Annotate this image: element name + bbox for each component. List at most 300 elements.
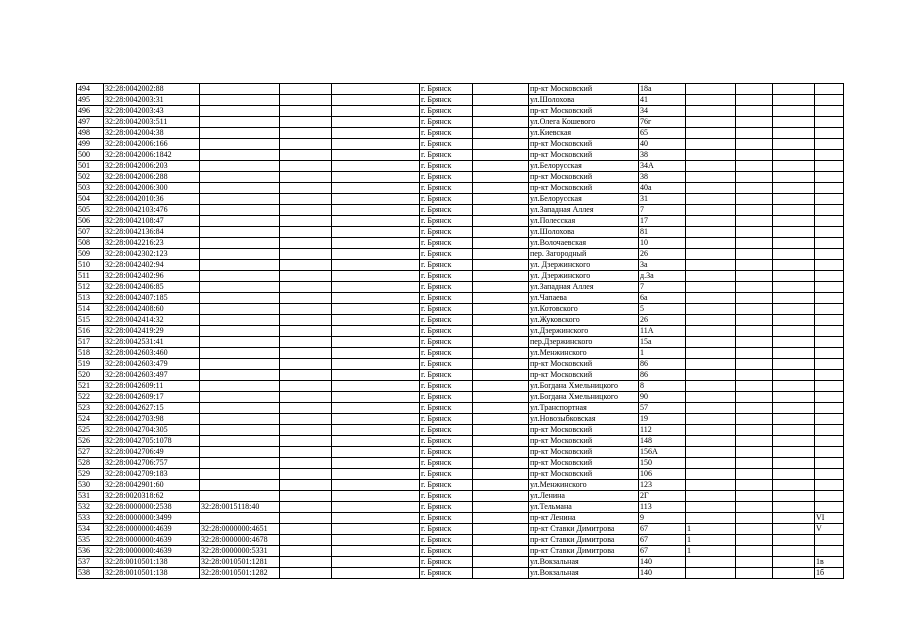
cell-house: 10 — [639, 238, 686, 249]
cell-building — [815, 315, 844, 326]
cell-col-4 — [280, 370, 332, 381]
cell-row-number: 514 — [77, 304, 104, 315]
cell-city: г. Брянск — [420, 84, 473, 95]
cell-city: г. Брянск — [420, 513, 473, 524]
cell-cadastral-number: 32:28:0010501:138 — [104, 557, 200, 568]
cell-building — [815, 370, 844, 381]
cell-col-4 — [280, 260, 332, 271]
cell-col-4 — [280, 84, 332, 95]
cell-col-7 — [473, 469, 529, 480]
cell-house: 38 — [639, 150, 686, 161]
cell-col-11 — [736, 425, 773, 436]
cell-parent-cadastral-number: 32:28:0010501:1282 — [200, 568, 280, 579]
cell-building — [815, 502, 844, 513]
cell-col-12 — [773, 337, 815, 348]
cell-col-11 — [736, 414, 773, 425]
cell-row-number: 516 — [77, 326, 104, 337]
cell-col-11 — [736, 282, 773, 293]
cell-street: пер. Загородный — [529, 249, 639, 260]
table-row — [77, 546, 844, 557]
cell-col-4 — [280, 458, 332, 469]
cell-col-7 — [473, 414, 529, 425]
cell-cadastral-number: 32:28:0042709:183 — [104, 469, 200, 480]
cell-col-4 — [280, 436, 332, 447]
cell-col-10 — [686, 304, 736, 315]
table-row — [77, 227, 844, 238]
cell-house: 26 — [639, 315, 686, 326]
cell-col-5 — [332, 106, 420, 117]
cell-row-number: 523 — [77, 403, 104, 414]
cell-building — [815, 293, 844, 304]
cell-row-number: 522 — [77, 392, 104, 403]
cell-parent-cadastral-number — [200, 238, 280, 249]
cell-col-12 — [773, 359, 815, 370]
cell-parent-cadastral-number — [200, 469, 280, 480]
cell-col-11 — [736, 238, 773, 249]
cell-building — [815, 84, 844, 95]
cell-col-10 — [686, 216, 736, 227]
cell-col-5 — [332, 392, 420, 403]
cell-building — [815, 403, 844, 414]
cell-col-11 — [736, 447, 773, 458]
cell-house: 9 — [639, 513, 686, 524]
cell-row-number: 494 — [77, 84, 104, 95]
cell-col-12 — [773, 260, 815, 271]
cell-col-4 — [280, 425, 332, 436]
cell-cadastral-number: 32:28:0042603:460 — [104, 348, 200, 359]
cell-col-5 — [332, 557, 420, 568]
cell-building — [815, 414, 844, 425]
cell-parent-cadastral-number: 32:28:0000000:5331 — [200, 546, 280, 557]
cell-street: ул.Вокзальная — [529, 557, 639, 568]
cell-cadastral-number: 32:28:0042406:85 — [104, 282, 200, 293]
cell-col-11 — [736, 557, 773, 568]
cell-col-12 — [773, 458, 815, 469]
cell-col-4 — [280, 106, 332, 117]
cell-col-4 — [280, 513, 332, 524]
table-row — [77, 260, 844, 271]
cell-house: 15а — [639, 337, 686, 348]
cell-col-10 — [686, 491, 736, 502]
cell-col-4 — [280, 128, 332, 139]
cell-col-4 — [280, 447, 332, 458]
table-row — [77, 381, 844, 392]
cell-cadastral-number: 32:28:0042609:17 — [104, 392, 200, 403]
cell-cadastral-number: 32:28:0020318:62 — [104, 491, 200, 502]
cell-city: г. Брянск — [420, 326, 473, 337]
cell-col-12 — [773, 282, 815, 293]
cell-col-10: 1 — [686, 524, 736, 535]
cell-parent-cadastral-number — [200, 282, 280, 293]
cell-row-number: 515 — [77, 315, 104, 326]
cell-col-10: 1 — [686, 546, 736, 557]
cell-col-7 — [473, 128, 529, 139]
cell-building — [815, 425, 844, 436]
table-row — [77, 150, 844, 161]
cell-col-7 — [473, 249, 529, 260]
cell-col-4 — [280, 491, 332, 502]
cell-col-12 — [773, 304, 815, 315]
cell-col-5 — [332, 414, 420, 425]
cell-col-5 — [332, 304, 420, 315]
cell-col-7 — [473, 84, 529, 95]
cell-parent-cadastral-number — [200, 337, 280, 348]
cell-col-7 — [473, 260, 529, 271]
cell-col-5 — [332, 194, 420, 205]
cell-house: 17 — [639, 216, 686, 227]
cell-cadastral-number: 32:28:0000000:4639 — [104, 535, 200, 546]
cell-col-5 — [332, 546, 420, 557]
cell-row-number: 537 — [77, 557, 104, 568]
cell-col-7 — [473, 282, 529, 293]
cell-house: 18а — [639, 84, 686, 95]
cell-col-5 — [332, 491, 420, 502]
cell-cadastral-number: 32:28:0042901:60 — [104, 480, 200, 491]
cell-col-4 — [280, 315, 332, 326]
cell-cadastral-number: 32:28:0042419:29 — [104, 326, 200, 337]
cell-col-11 — [736, 502, 773, 513]
cell-city: г. Брянск — [420, 502, 473, 513]
cell-parent-cadastral-number — [200, 392, 280, 403]
cell-parent-cadastral-number — [200, 381, 280, 392]
cell-city: г. Брянск — [420, 293, 473, 304]
cell-house: 76г — [639, 117, 686, 128]
cell-col-11 — [736, 293, 773, 304]
cell-parent-cadastral-number — [200, 315, 280, 326]
register-table — [76, 83, 844, 579]
cell-col-7 — [473, 480, 529, 491]
cell-col-5 — [332, 271, 420, 282]
cell-col-5 — [332, 568, 420, 579]
cell-col-4 — [280, 414, 332, 425]
cell-col-7 — [473, 304, 529, 315]
cell-row-number: 512 — [77, 282, 104, 293]
cell-col-5 — [332, 172, 420, 183]
cell-col-7 — [473, 491, 529, 502]
cell-city: г. Брянск — [420, 205, 473, 216]
cell-col-4 — [280, 381, 332, 392]
cell-building — [815, 447, 844, 458]
cell-row-number: 511 — [77, 271, 104, 282]
cell-col-4 — [280, 227, 332, 238]
cell-parent-cadastral-number — [200, 106, 280, 117]
cell-street: пр-кт Ставки Димитрова — [529, 535, 639, 546]
cell-street: ул.Богдана Хмельницкого — [529, 381, 639, 392]
cell-city: г. Брянск — [420, 194, 473, 205]
cell-house: 81 — [639, 227, 686, 238]
cell-col-11 — [736, 183, 773, 194]
cell-col-7 — [473, 513, 529, 524]
cell-parent-cadastral-number — [200, 95, 280, 106]
table-row — [77, 480, 844, 491]
cell-street: пр-кт Московский — [529, 458, 639, 469]
cell-parent-cadastral-number — [200, 172, 280, 183]
cell-house: 8 — [639, 381, 686, 392]
table-row — [77, 117, 844, 128]
cell-street: пр-кт Московский — [529, 150, 639, 161]
cell-col-11 — [736, 271, 773, 282]
cell-col-4 — [280, 172, 332, 183]
cell-col-7 — [473, 458, 529, 469]
cell-col-4 — [280, 238, 332, 249]
cell-house: 67 — [639, 546, 686, 557]
cell-col-11 — [736, 491, 773, 502]
cell-cadastral-number: 32:28:0042705:1078 — [104, 436, 200, 447]
cell-building — [815, 216, 844, 227]
cell-building — [815, 326, 844, 337]
cell-house: д.3а — [639, 271, 686, 282]
cell-parent-cadastral-number — [200, 183, 280, 194]
cell-col-11 — [736, 326, 773, 337]
cell-col-11 — [736, 95, 773, 106]
cell-house: 40а — [639, 183, 686, 194]
cell-street: пр-кт Московский — [529, 370, 639, 381]
cell-col-10 — [686, 139, 736, 150]
cell-col-7 — [473, 238, 529, 249]
cell-street: пр-кт Московский — [529, 359, 639, 370]
cell-col-12 — [773, 227, 815, 238]
cell-parent-cadastral-number — [200, 480, 280, 491]
cell-col-4 — [280, 183, 332, 194]
table-row — [77, 194, 844, 205]
cell-street: ул.Белорусская — [529, 161, 639, 172]
table-row — [77, 238, 844, 249]
cell-col-4 — [280, 480, 332, 491]
cell-building — [815, 480, 844, 491]
cell-parent-cadastral-number — [200, 249, 280, 260]
cell-building — [815, 458, 844, 469]
cell-col-12 — [773, 95, 815, 106]
cell-col-4 — [280, 139, 332, 150]
cell-street: пр-кт Московский — [529, 425, 639, 436]
cell-city: г. Брянск — [420, 370, 473, 381]
cell-col-7 — [473, 535, 529, 546]
cell-col-7 — [473, 568, 529, 579]
cell-col-12 — [773, 568, 815, 579]
cell-col-12 — [773, 513, 815, 524]
cell-parent-cadastral-number — [200, 150, 280, 161]
cell-col-12 — [773, 238, 815, 249]
cell-col-4 — [280, 95, 332, 106]
cell-col-10 — [686, 117, 736, 128]
cell-row-number: 535 — [77, 535, 104, 546]
cell-cadastral-number: 32:28:0042414:32 — [104, 315, 200, 326]
cell-col-7 — [473, 326, 529, 337]
cell-cadastral-number: 32:28:0042706:49 — [104, 447, 200, 458]
cell-col-11 — [736, 337, 773, 348]
cell-col-11 — [736, 403, 773, 414]
cell-row-number: 503 — [77, 183, 104, 194]
cell-cadastral-number: 32:28:0042408:60 — [104, 304, 200, 315]
cell-cadastral-number: 32:28:0042627:15 — [104, 403, 200, 414]
table-row — [77, 315, 844, 326]
cell-street: ул. Дзержинского — [529, 271, 639, 282]
cell-col-11 — [736, 348, 773, 359]
cell-col-11 — [736, 480, 773, 491]
cell-col-11 — [736, 194, 773, 205]
cell-col-12 — [773, 535, 815, 546]
cell-col-11 — [736, 205, 773, 216]
table-row — [77, 183, 844, 194]
cell-col-7 — [473, 447, 529, 458]
cell-city: г. Брянск — [420, 381, 473, 392]
cell-col-11 — [736, 139, 773, 150]
table-row — [77, 337, 844, 348]
cell-city: г. Брянск — [420, 150, 473, 161]
cell-col-7 — [473, 117, 529, 128]
cell-parent-cadastral-number — [200, 227, 280, 238]
cell-parent-cadastral-number — [200, 491, 280, 502]
cell-parent-cadastral-number — [200, 194, 280, 205]
table-row — [77, 106, 844, 117]
cell-col-10 — [686, 469, 736, 480]
cell-col-4 — [280, 392, 332, 403]
cell-row-number: 498 — [77, 128, 104, 139]
cell-col-10: 1 — [686, 535, 736, 546]
cell-house: 34А — [639, 161, 686, 172]
cell-col-7 — [473, 172, 529, 183]
table-row — [77, 535, 844, 546]
table-row — [77, 161, 844, 172]
cell-cadastral-number: 32:28:0042407:185 — [104, 293, 200, 304]
cell-parent-cadastral-number — [200, 370, 280, 381]
cell-parent-cadastral-number — [200, 260, 280, 271]
cell-house: 34 — [639, 106, 686, 117]
cell-building: 1в — [815, 557, 844, 568]
cell-col-5 — [332, 513, 420, 524]
cell-row-number: 533 — [77, 513, 104, 524]
cell-col-12 — [773, 469, 815, 480]
cell-col-11 — [736, 117, 773, 128]
cell-col-7 — [473, 139, 529, 150]
cell-row-number: 513 — [77, 293, 104, 304]
cell-col-11 — [736, 315, 773, 326]
cell-col-5 — [332, 282, 420, 293]
cell-building — [815, 260, 844, 271]
cell-house: 3а — [639, 260, 686, 271]
cell-city: г. Брянск — [420, 238, 473, 249]
cell-building — [815, 337, 844, 348]
cell-parent-cadastral-number: 32:28:0015118:40 — [200, 502, 280, 513]
cell-parent-cadastral-number — [200, 447, 280, 458]
cell-parent-cadastral-number — [200, 271, 280, 282]
cell-col-12 — [773, 414, 815, 425]
cell-street: ул.Тельмана — [529, 502, 639, 513]
cell-col-4 — [280, 469, 332, 480]
cell-parent-cadastral-number — [200, 425, 280, 436]
cell-cadastral-number: 32:28:0042006:1842 — [104, 150, 200, 161]
cell-col-5 — [332, 458, 420, 469]
cell-row-number: 536 — [77, 546, 104, 557]
table-row — [77, 304, 844, 315]
cell-building — [815, 282, 844, 293]
cell-col-10 — [686, 194, 736, 205]
cell-col-11 — [736, 172, 773, 183]
cell-row-number: 518 — [77, 348, 104, 359]
cell-row-number: 534 — [77, 524, 104, 535]
cell-city: г. Брянск — [420, 348, 473, 359]
cell-col-12 — [773, 557, 815, 568]
cell-cadastral-number: 32:28:0042003:31 — [104, 95, 200, 106]
cell-cadastral-number: 32:28:0000000:2538 — [104, 502, 200, 513]
cell-building — [815, 161, 844, 172]
cell-cadastral-number: 32:28:0042010:36 — [104, 194, 200, 205]
cell-col-10 — [686, 293, 736, 304]
cell-row-number: 531 — [77, 491, 104, 502]
cell-col-5 — [332, 150, 420, 161]
cell-house: 2Г — [639, 491, 686, 502]
cell-col-11 — [736, 161, 773, 172]
cell-col-12 — [773, 392, 815, 403]
cell-col-5 — [332, 381, 420, 392]
cell-street: пр-кт Московский — [529, 469, 639, 480]
cell-col-4 — [280, 304, 332, 315]
cell-col-5 — [332, 205, 420, 216]
cell-cadastral-number: 32:28:0042706:757 — [104, 458, 200, 469]
cell-col-10 — [686, 183, 736, 194]
cell-street: ул.Чапаева — [529, 293, 639, 304]
cell-col-5 — [332, 216, 420, 227]
cell-city: г. Брянск — [420, 249, 473, 260]
cell-col-5 — [332, 370, 420, 381]
cell-row-number: 500 — [77, 150, 104, 161]
cell-house: 7 — [639, 282, 686, 293]
cell-street: ул.Олега Кошевого — [529, 117, 639, 128]
cell-row-number: 497 — [77, 117, 104, 128]
cell-street: пр-кт Московский — [529, 183, 639, 194]
table-row — [77, 172, 844, 183]
cell-col-4 — [280, 249, 332, 260]
cell-cadastral-number: 32:28:0042216:23 — [104, 238, 200, 249]
cell-building — [815, 194, 844, 205]
cell-city: г. Брянск — [420, 282, 473, 293]
cell-col-12 — [773, 183, 815, 194]
cell-city: г. Брянск — [420, 128, 473, 139]
cell-house: 5 — [639, 304, 686, 315]
cell-building — [815, 205, 844, 216]
cell-row-number: 496 — [77, 106, 104, 117]
cell-row-number: 510 — [77, 260, 104, 271]
cell-col-5 — [332, 524, 420, 535]
cell-col-7 — [473, 150, 529, 161]
cell-col-11 — [736, 359, 773, 370]
cell-building: V — [815, 524, 844, 535]
cell-street: пр-кт Ставки Димитрова — [529, 524, 639, 535]
cell-building — [815, 128, 844, 139]
cell-col-5 — [332, 447, 420, 458]
cell-city: г. Брянск — [420, 227, 473, 238]
cell-parent-cadastral-number — [200, 117, 280, 128]
table-row — [77, 458, 844, 469]
cell-house: 41 — [639, 95, 686, 106]
cell-col-10 — [686, 436, 736, 447]
cell-row-number: 538 — [77, 568, 104, 579]
cell-city: г. Брянск — [420, 95, 473, 106]
cell-col-5 — [332, 403, 420, 414]
cell-house: 67 — [639, 524, 686, 535]
cell-cadastral-number: 32:28:0042003:511 — [104, 117, 200, 128]
cell-cadastral-number: 32:28:0042609:11 — [104, 381, 200, 392]
cell-cadastral-number: 32:28:0042002:88 — [104, 84, 200, 95]
cell-city: г. Брянск — [420, 304, 473, 315]
cell-city: г. Брянск — [420, 392, 473, 403]
cell-street: ул.Западная Аллея — [529, 282, 639, 293]
cell-row-number: 528 — [77, 458, 104, 469]
cell-row-number: 521 — [77, 381, 104, 392]
cell-house: 11А — [639, 326, 686, 337]
cell-col-12 — [773, 128, 815, 139]
cell-col-10 — [686, 315, 736, 326]
